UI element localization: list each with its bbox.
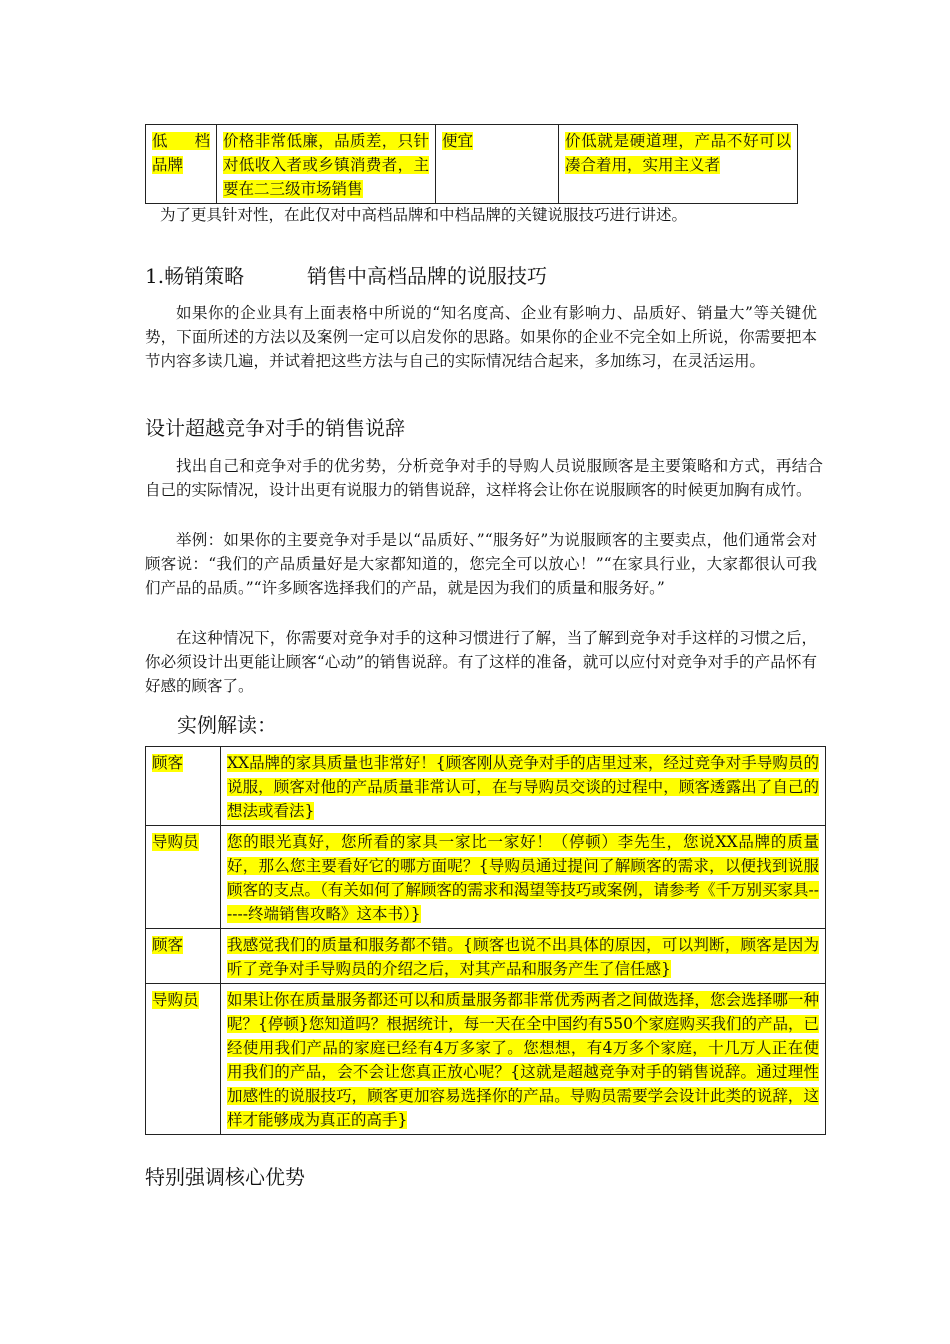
- tier-keyword-cell: 便宜: [436, 125, 559, 204]
- role-cell: 导购员: [146, 984, 221, 1135]
- tier-cell: 低 档品牌: [146, 125, 217, 204]
- brand-tier-table: [145, 124, 798, 204]
- table-row: [146, 984, 826, 1135]
- example-dialogue-table: [145, 746, 826, 1135]
- table-row: [146, 747, 826, 826]
- section-number: 1.畅销策略: [145, 264, 245, 288]
- bottom-heading: 特别强调核心优势: [145, 1165, 305, 1189]
- dialogue-cell: 如果让你在质量服务都还可以和质量服务都非常优秀两者之间做选择，您会选择哪一种呢？{停顿}您知道吗？根据统计，每一天在全中国约有550个家庭购买我们的产品，已经使用我们产品的家庭已经有4万多家了。您想想，有4万多个家庭，十几万人正在使用我们的产品，会不会让您真正放心呢？{这就是超越竞争对手的销售说辞。通过理性加感性的说服技巧，顾客更加容易选择你的产品。导购员需要学会设计此类的说辞，这样才能够成为真正的高手}: [221, 984, 826, 1135]
- section-paragraph: 如果你的企业具有上面表格中所说的“知名度高、企业有影响力、品质好、销量大”等关键优势，下面所述的方法以及案例一定可以启发你的思路。如果你的企业不完全如上所说，你需要把本节内容多读几遍，并试着把这些方法与自己的实际情况结合起来，多加练习，在灵活运用。: [145, 304, 817, 370]
- paragraph: 找出自己和竞争对手的优劣势，分析竞争对手的导购人员说服顾客是主要策略和方式，再结合自己的实际情况，设计出更有说服力的销售说辞，这样将会让你在说服顾客的时候更加胸有成竹。: [145, 457, 823, 499]
- paragraph: 在这种情况下，你需要对竞争对手的这种习惯进行了解，当了解到竞争对手这样的习惯之后，你必须设计出更能让顾客“心动”的销售说辞。有了这样的准备，就可以应付对竞争对手的产品怀有好感的顾客了。: [145, 629, 817, 695]
- dialogue-cell: XX品牌的家具质量也非常好！{顾客刚从竞争对手的店里过来，经过竞争对手导购员的说服，顾客对他的产品质量非常认可，在与导购员交谈的过程中，顾客透露出了自己的想法或看法}: [221, 747, 826, 826]
- intro-line: 为了更具针对性，在此仅对中高档品牌和中档品牌的关键说服技巧进行讲述。: [160, 206, 688, 224]
- example-heading: 实例解读：: [177, 713, 277, 737]
- table-row: [146, 929, 826, 984]
- paragraph: 举例：如果你的主要竞争对手是以“品质好、”“服务好”为说服顾客的主要卖点，他们通常会对顾客说：“我们的产品质量好是大家都知道的，您完全可以放心！”“在家具行业，大家都很认可我们产品的品质。”“许多顾客选择我们的产品，就是因为我们的质量和服务好。”: [145, 531, 817, 597]
- tier-consumer-cell: 价低就是硬道理，产品不好可以凑合着用，实用主义者: [559, 125, 798, 204]
- role-cell: 顾客: [146, 929, 221, 984]
- role-cell: 顾客: [146, 747, 221, 826]
- section-title: 销售中高档品牌的说服技巧: [307, 264, 547, 288]
- dialogue-cell: 我感觉我们的质量和服务都不错。{顾客也说不出具体的原因，可以判断，顾客是因为听了竞争对手导购员的介绍之后，对其产品和服务产生了信任感}: [221, 929, 826, 984]
- dialogue-cell: 您的眼光真好，您所看的家具一家比一家好！（停顿）李先生，您说XX品牌的质量好，那么您主要看好它的哪方面呢？{导购员通过提问了解顾客的需求，以便找到说服顾客的支点。（有关如何了解顾客的需求和渴望等技巧或案例，请参考《千万别买家具------终端销售攻略》这本书）}: [221, 826, 826, 929]
- table-row: [146, 826, 826, 929]
- role-cell: 导购员: [146, 826, 221, 929]
- subheading: 设计超越竞争对手的销售说辞: [145, 416, 405, 440]
- table-row: [146, 125, 798, 204]
- tier-description-cell: 价格非常低廉，品质差，只针对低收入者或乡镇消费者，主要在二三级市场销售: [217, 125, 436, 204]
